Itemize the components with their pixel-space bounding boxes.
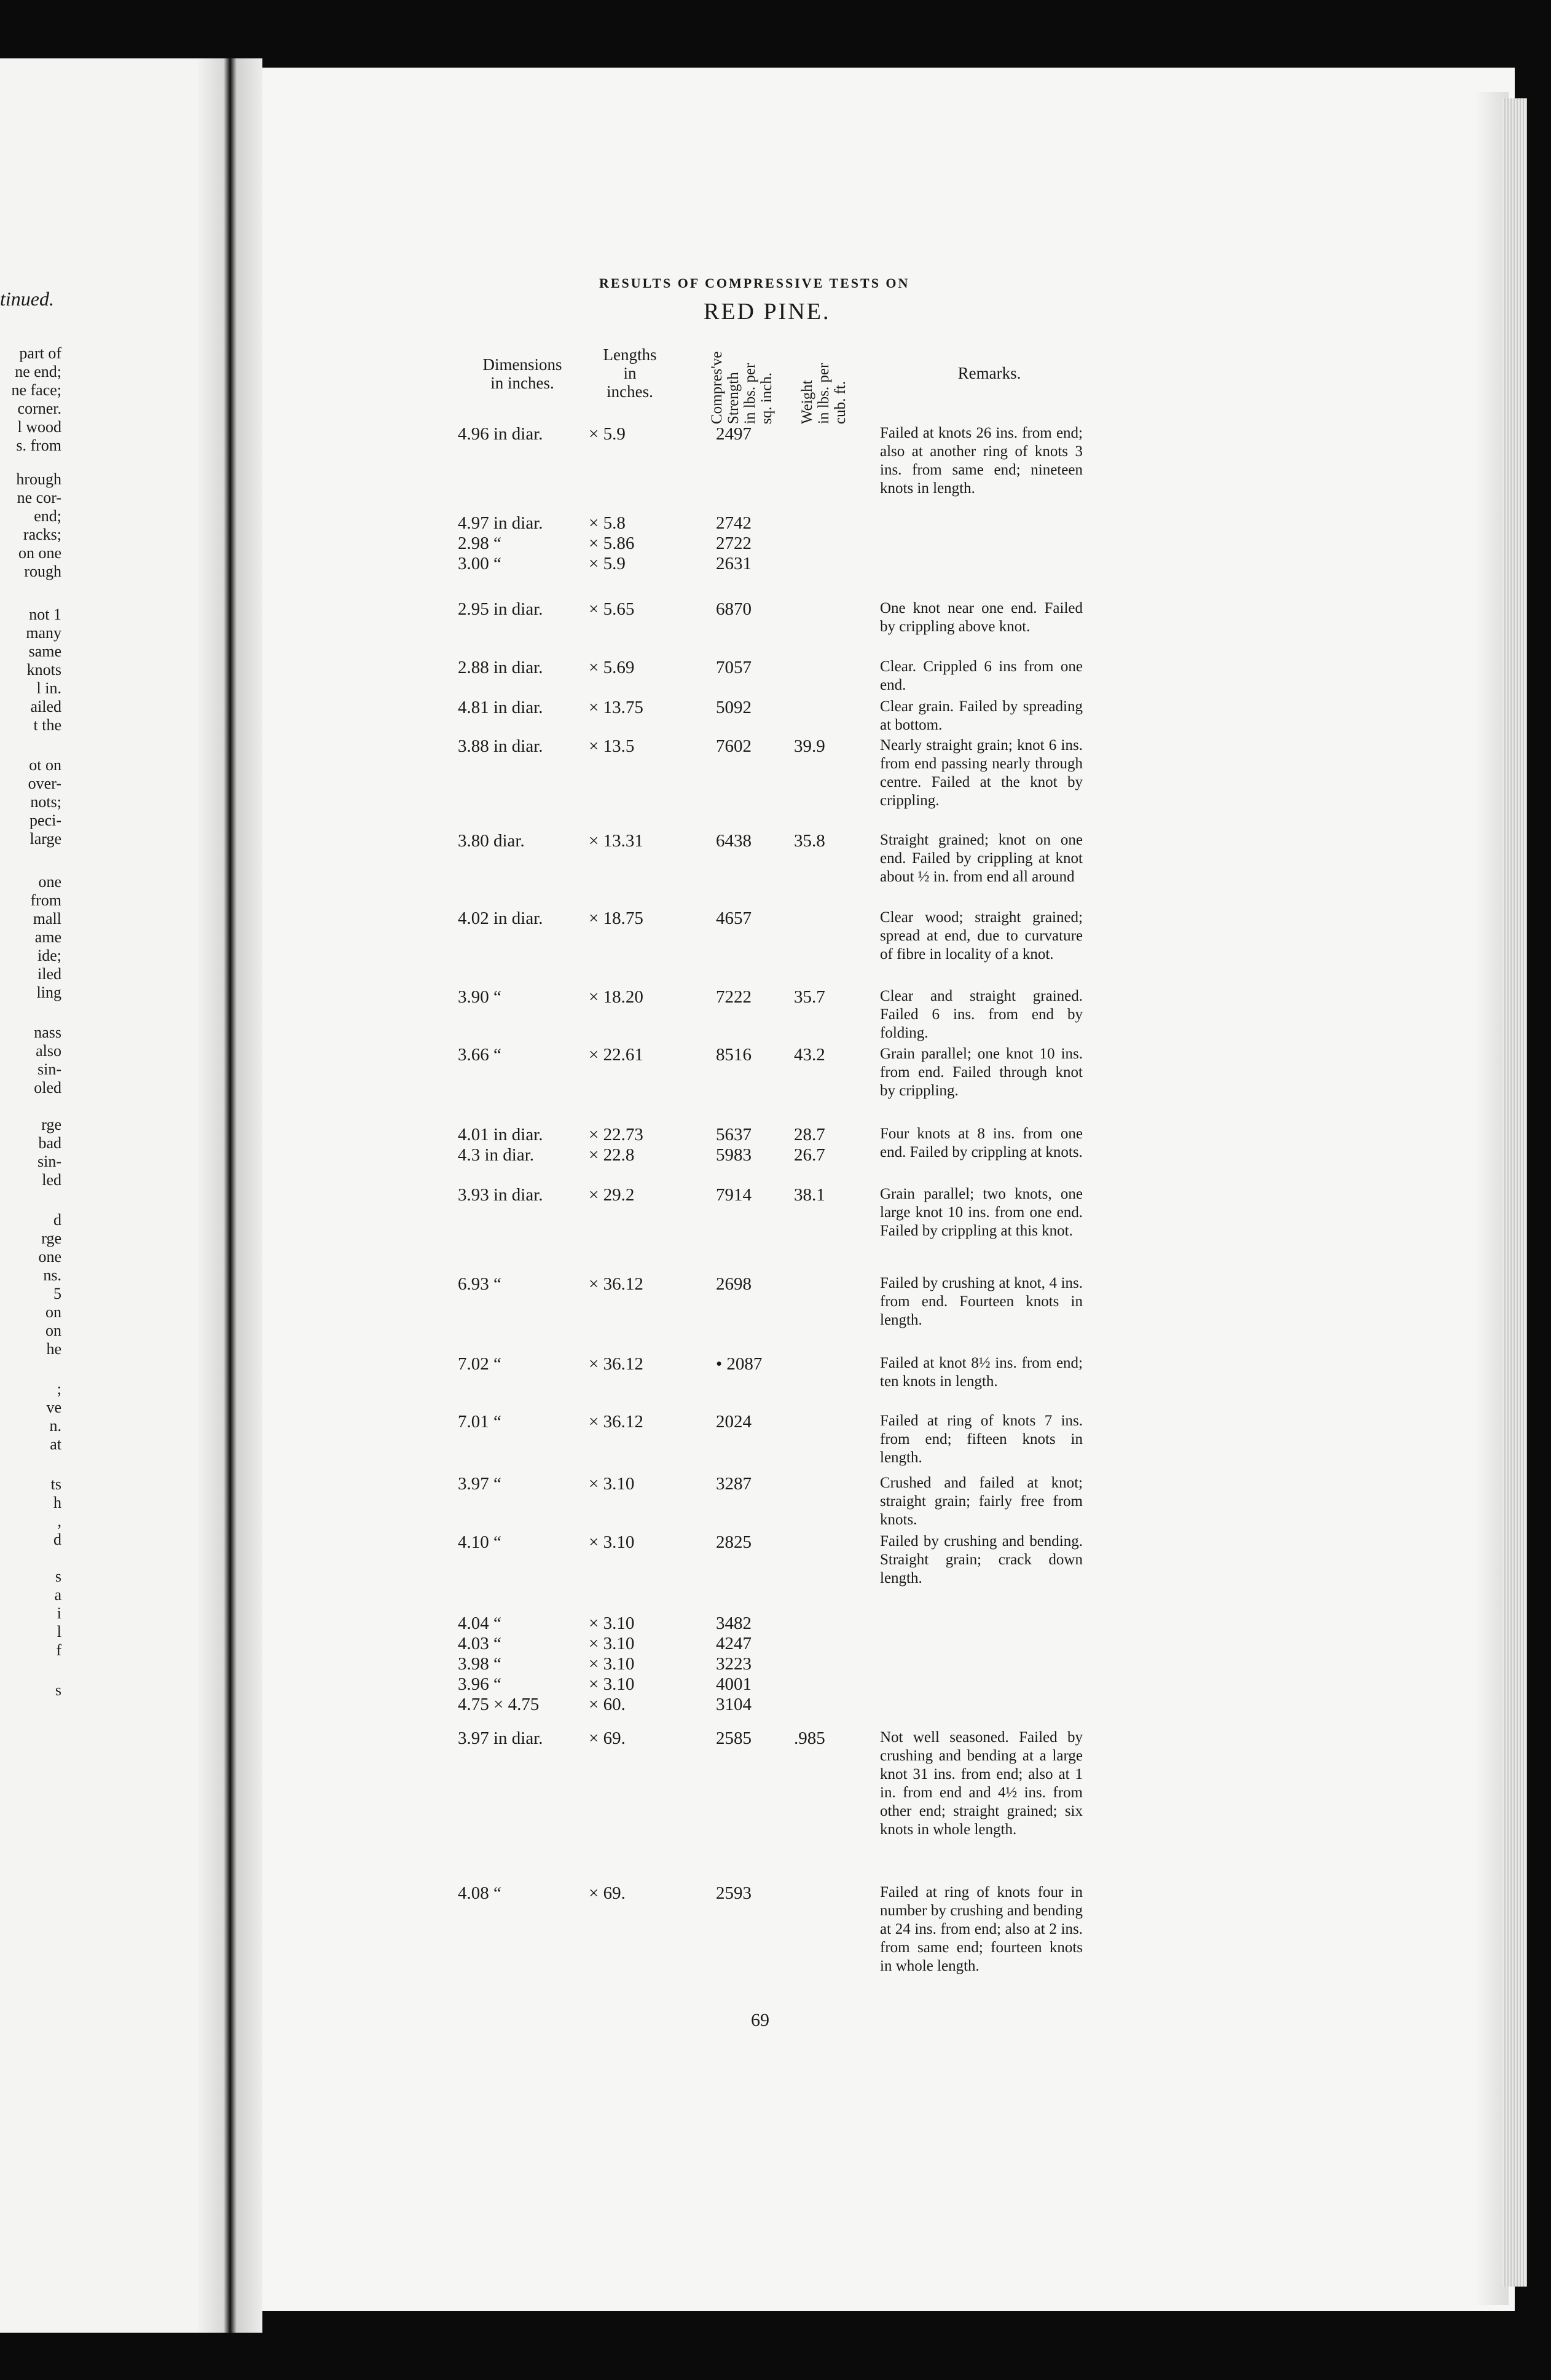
left-page-text-fragment: ne cor- [17, 489, 61, 506]
length-cell: × 22.61 [589, 1045, 643, 1065]
header-dimensions-line1: Dimensions [482, 355, 562, 374]
strength-cell: 4001 [716, 1674, 752, 1694]
strength-cell: 3482 [716, 1614, 752, 1633]
dimension-cell: 4.02 in diar. [458, 908, 543, 928]
dimension-cell: 7.01 “ [458, 1412, 501, 1432]
left-page-text-fragment: rge [41, 1116, 61, 1133]
length-cell: × 13.5 [589, 736, 635, 756]
remarks-cell: Grain parallel; two knots, one large knot 10 ins. from one end. Failed by crippling at this knot. [880, 1186, 1083, 1239]
weight-cell: 43.2 [794, 1045, 825, 1065]
dimension-cell: 3.66 “ [458, 1045, 501, 1065]
left-page-text-fragment: ame [34, 928, 61, 946]
header-lengths-line1: Lengths [603, 345, 657, 364]
left-page-text-fragment: on [45, 1322, 61, 1339]
header-strength-line3: in lbs. per [742, 363, 758, 424]
dimension-cell: 3.97 in diar. [458, 1728, 543, 1748]
strength-cell: 2497 [716, 424, 752, 444]
length-cell: × 5.65 [589, 599, 635, 619]
left-page-text-fragment: 5 [53, 1285, 61, 1302]
left-page-text-fragment: also [36, 1042, 61, 1060]
left-page-text [0, 0, 61, 2380]
strength-cell: 4657 [716, 908, 752, 928]
length-cell: × 3.10 [589, 1474, 635, 1494]
header-dimensions-line2: in inches. [490, 374, 554, 392]
strength-cell: 5637 [716, 1125, 752, 1145]
left-page-text-fragment: s. from [16, 436, 61, 454]
length-cell: × 22.73 [589, 1125, 643, 1145]
left-page-text-fragment: racks; [23, 526, 61, 543]
weight-cell: 26.7 [794, 1145, 825, 1165]
length-cell: × 3.10 [589, 1614, 635, 1633]
left-page-text-fragment: nots; [30, 793, 61, 811]
header-weight [799, 363, 849, 424]
left-page-text-fragment: rge [41, 1229, 61, 1247]
left-page-text-fragment: same [28, 642, 61, 660]
left-page-text-fragment: , [57, 1512, 61, 1530]
strength-cell: 3104 [716, 1695, 752, 1714]
dimension-cell: 2.88 in diar. [458, 658, 543, 677]
length-cell: × 5.69 [589, 658, 635, 677]
length-cell: × 5.86 [589, 534, 635, 553]
left-page-text-fragment: ns. [43, 1266, 61, 1284]
header-strength-line2: Strength [725, 372, 742, 424]
left-page-text-fragment: ne face; [11, 381, 61, 399]
remarks-cell: Failed at ring of knots four in number by crushing and bending at 24 ins. from end; also at 2 ins. from same end; fourteen knots in whole length. [880, 1884, 1083, 1974]
weight-cell: 35.7 [794, 987, 825, 1007]
left-page-text-fragment: knots [26, 661, 61, 679]
dimension-cell: 3.93 in diar. [458, 1185, 543, 1205]
left-page-text-fragment: ot on [29, 756, 61, 774]
length-cell: × 18.75 [589, 908, 643, 928]
strength-cell: 2742 [716, 513, 752, 533]
header-weight-line1: Weight [799, 380, 815, 424]
remarks-cell: Clear grain. Failed by spreading at bottom. [880, 698, 1083, 733]
weight-cell: 39.9 [794, 736, 825, 756]
header-weight-line3: cub. ft. [832, 380, 849, 424]
left-page-text-fragment: s [55, 1681, 61, 1699]
table-title-line1: RESULTS OF COMPRESSIVE TESTS ON [599, 275, 910, 291]
length-cell: × 13.75 [589, 698, 643, 717]
left-page-text-fragment: oled [34, 1079, 61, 1097]
length-cell: × 3.10 [589, 1654, 635, 1674]
strength-cell: 2585 [716, 1728, 752, 1748]
left-page-text-fragment: sin- [37, 1153, 61, 1170]
weight-cell: 38.1 [794, 1185, 825, 1205]
left-page-text-fragment: ts [50, 1475, 61, 1493]
dimension-cell: 2.95 in diar. [458, 599, 543, 619]
strength-cell: 7602 [716, 736, 752, 756]
left-page-text-fragment: on one [18, 544, 61, 562]
left-page-text-fragment: l in. [36, 679, 61, 697]
header-lengths-line3: inches. [607, 382, 653, 401]
dimension-cell: 3.00 “ [458, 554, 501, 573]
dimension-cell: 6.93 “ [458, 1274, 501, 1294]
dimension-cell: 3.80 diar. [458, 831, 525, 851]
header-strength [709, 352, 775, 424]
left-page-text-fragment: iled [37, 965, 61, 983]
left-page-text-fragment: mall [33, 910, 61, 928]
left-page-text-fragment: ling [36, 983, 61, 1001]
header-remarks: Remarks. [957, 364, 1021, 382]
left-page-text-fragment: l wood [17, 418, 61, 436]
left-page-text-fragment: d [53, 1531, 61, 1548]
left-page-text-fragment: at [50, 1435, 61, 1453]
strength-cell: 7057 [716, 658, 752, 677]
length-cell: × 36.12 [589, 1274, 643, 1294]
strength-cell: 2024 [716, 1412, 752, 1432]
remarks-cell: Four knots at 8 ins. from one end. Failed by crippling at knots. [880, 1125, 1083, 1160]
strength-cell: 2631 [716, 554, 752, 573]
remarks-cell: Straight grained; knot on one end. Failed by crippling at knot about ½ in. from end all around [880, 832, 1083, 885]
strength-cell: 2698 [716, 1274, 752, 1294]
remarks-cell: Clear wood; straight grained; spread at end, due to curvature of fibre in locality of a knot. [880, 909, 1083, 963]
left-page-text-fragment: nass [34, 1023, 61, 1041]
strength-cell: 5983 [716, 1145, 752, 1165]
left-page-text-fragment: bad [38, 1134, 61, 1152]
left-page-text-fragment: many [26, 624, 61, 642]
length-cell: × 60. [589, 1695, 626, 1714]
dimension-cell: 4.3 in diar. [458, 1145, 535, 1165]
strength-cell: 2593 [716, 1883, 752, 1903]
header-dimensions [467, 355, 578, 392]
left-page-text-fragment: part of [19, 344, 61, 362]
dimension-cell: 4.96 in diar. [458, 424, 543, 444]
left-page-text-fragment: one [38, 873, 61, 891]
length-cell: × 36.12 [589, 1354, 643, 1374]
weight-cell: .985 [794, 1728, 825, 1748]
left-page-text-fragment: peci- [29, 811, 61, 829]
dimension-cell: 7.02 “ [458, 1354, 501, 1374]
remarks-cell: Grain parallel; one knot 10 ins. from end. Failed through knot by crippling. [880, 1046, 1083, 1099]
remarks-cell: Failed at knots 26 ins. from end; also at another ring of knots 3 ins. from same end; nineteen knots in length. [880, 425, 1083, 497]
left-page-text-fragment: n. [49, 1417, 61, 1435]
length-cell: × 36.12 [589, 1412, 643, 1432]
left-page-text-fragment: over- [28, 774, 61, 792]
dimension-cell: 4.03 “ [458, 1634, 501, 1653]
page-number: 69 [751, 2010, 769, 2030]
length-cell: × 18.20 [589, 987, 643, 1007]
left-page-text-fragment: ve [46, 1398, 61, 1416]
header-strength-line4: sq. inch. [758, 372, 775, 424]
dimension-cell: 2.98 “ [458, 534, 501, 553]
length-cell: × 5.9 [589, 554, 626, 573]
length-cell: × 22.8 [589, 1145, 635, 1165]
left-page-text-fragment: sin- [37, 1060, 61, 1078]
dimension-cell: 4.01 in diar. [458, 1125, 543, 1145]
left-page-text-fragment: he [46, 1340, 61, 1358]
dimension-cell: 4.10 “ [458, 1532, 501, 1552]
left-page-text-fragment: one [38, 1248, 61, 1266]
strength-cell: 8516 [716, 1045, 752, 1065]
left-page-text-fragment: f [56, 1641, 61, 1659]
left-page-text-fragment: end; [34, 507, 61, 525]
left-page-text-fragment: corner. [17, 400, 61, 417]
strength-cell: 4247 [716, 1634, 752, 1653]
book-gutter [198, 58, 262, 2333]
dimension-cell: 3.98 “ [458, 1654, 501, 1674]
left-page-text-fragment: large [29, 830, 61, 848]
length-cell: × 3.10 [589, 1532, 635, 1552]
length-cell: × 69. [589, 1728, 626, 1748]
left-page-text-fragment: a [54, 1586, 61, 1604]
header-strength-line1: Compres've [709, 351, 725, 424]
left-page-text-fragment: ide; [37, 947, 61, 964]
remarks-cell: Clear. Crippled 6 ins from one end. [880, 658, 1083, 693]
left-page-text-fragment: ailed [30, 698, 61, 715]
page-edges [1502, 98, 1527, 2287]
left-page-text-fragment: l [57, 1623, 61, 1641]
remarks-cell: One knot near one end. Failed by crippling above knot. [880, 600, 1083, 635]
dimension-cell: 3.96 “ [458, 1674, 501, 1694]
header-lengths [593, 345, 667, 401]
left-page-text-fragment: led [42, 1171, 61, 1189]
dimension-cell: 3.90 “ [458, 987, 501, 1007]
strength-cell: 6870 [716, 599, 752, 619]
length-cell: × 29.2 [589, 1185, 635, 1205]
header-weight-line2: in lbs. per [815, 363, 832, 424]
dimension-cell: 4.75 × 4.75 [458, 1695, 540, 1714]
remarks-cell: Not well seasoned. Failed by crushing and bending at a large knot 31 ins. from end; also at 1 in. from end and 4½ ins. from other end; straight grained; six knots in whole length. [880, 1729, 1083, 1838]
strength-cell: 3223 [716, 1654, 752, 1674]
left-page-text-fragment: h [53, 1494, 61, 1511]
strength-cell: 3287 [716, 1474, 752, 1494]
strength-cell: 5092 [716, 698, 752, 717]
dimension-cell: 3.88 in diar. [458, 736, 543, 756]
strength-cell: 6438 [716, 831, 752, 851]
length-cell: × 5.9 [589, 424, 626, 444]
remarks-cell: Failed at ring of knots 7 ins. from end; fifteen knots in length. [880, 1413, 1083, 1466]
table-title-line2: RED PINE. [704, 299, 831, 325]
dimension-cell: 3.97 “ [458, 1474, 501, 1494]
strength-cell: 7914 [716, 1185, 752, 1205]
remarks-cell: Failed at knot 8½ ins. from end; ten knots in length. [880, 1355, 1083, 1390]
strength-cell: • 2087 [716, 1354, 763, 1374]
left-page-text-fragment: t the [33, 716, 61, 734]
left-page-heading-fragment: tinued. [0, 288, 54, 310]
dimension-cell: 4.08 “ [458, 1883, 501, 1903]
remarks-cell: Failed by crushing and bending. Straight grain; crack down length. [880, 1533, 1083, 1586]
length-cell: × 3.10 [589, 1674, 635, 1694]
dimension-cell: 4.04 “ [458, 1614, 501, 1633]
weight-cell: 35.8 [794, 831, 825, 851]
strength-cell: 2825 [716, 1532, 752, 1552]
remarks-cell: Failed by crushing at knot, 4 ins. from end. Fourteen knots in length. [880, 1275, 1083, 1328]
left-page-text-fragment: hrough [16, 470, 61, 488]
remarks-cell: Crushed and failed at knot; straight grain; fairly free from knots. [880, 1475, 1083, 1528]
left-page-text-fragment: ne end; [15, 363, 61, 380]
length-cell: × 69. [589, 1883, 626, 1903]
weight-cell: 28.7 [794, 1125, 825, 1145]
remarks-cell: Nearly straight grain; knot 6 ins. from end passing nearly through centre. Failed at the knot by crippling. [880, 737, 1083, 809]
length-cell: × 3.10 [589, 1634, 635, 1653]
dimension-cell: 4.97 in diar. [458, 513, 543, 533]
left-page-text-fragment: i [57, 1604, 61, 1622]
remarks-cell: Clear and straight grained. Failed 6 ins. from end by folding. [880, 988, 1083, 1041]
left-page-text-fragment: s [55, 1567, 61, 1585]
length-cell: × 5.8 [589, 513, 626, 533]
left-page-text-fragment: on [45, 1303, 61, 1321]
strength-cell: 7222 [716, 987, 752, 1007]
dimension-cell: 4.81 in diar. [458, 698, 543, 717]
left-page-text-fragment: rough [24, 562, 61, 580]
left-page-text-fragment: d [53, 1211, 61, 1229]
length-cell: × 13.31 [589, 831, 643, 851]
left-page-text-fragment: from [30, 891, 61, 909]
left-page-text-fragment: ; [57, 1380, 61, 1398]
left-page-text-fragment: not 1 [29, 605, 61, 623]
header-lengths-line2: in [623, 364, 637, 382]
strength-cell: 2722 [716, 534, 752, 553]
